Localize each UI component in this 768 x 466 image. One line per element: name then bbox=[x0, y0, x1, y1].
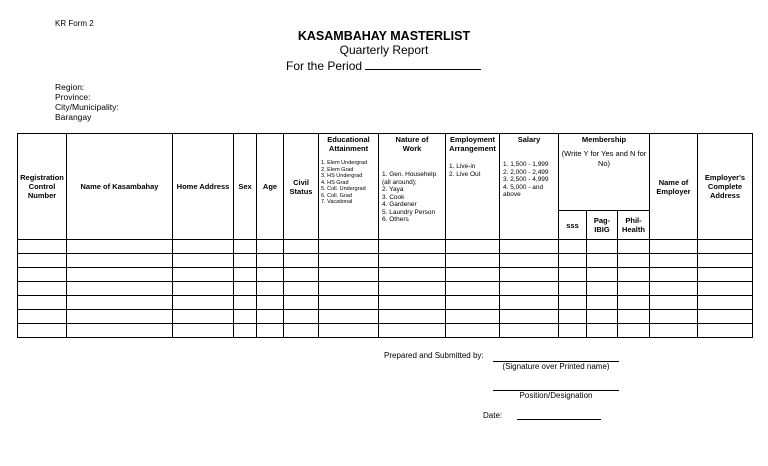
table-cell[interactable] bbox=[446, 254, 500, 268]
table-cell[interactable] bbox=[446, 282, 500, 296]
education-title: Educational Attainment bbox=[327, 135, 370, 153]
table-cell[interactable] bbox=[698, 324, 753, 338]
table-cell[interactable] bbox=[379, 240, 446, 254]
table-cell[interactable] bbox=[587, 268, 618, 282]
table-cell[interactable] bbox=[67, 282, 173, 296]
region-label: Region: bbox=[55, 82, 85, 92]
table-row bbox=[18, 268, 753, 282]
table-cell[interactable] bbox=[446, 240, 500, 254]
province-label: Province: bbox=[55, 92, 91, 102]
table-cell[interactable] bbox=[587, 254, 618, 268]
table-cell[interactable] bbox=[559, 254, 587, 268]
work-options: 1. Gen. Househelp (all around); 2. Yaya 3. Cook 4. Gardener 5. Laundry Person 6. Others bbox=[382, 171, 437, 223]
table-cell[interactable] bbox=[319, 282, 379, 296]
table-cell[interactable] bbox=[18, 268, 67, 282]
header-salary bbox=[500, 134, 559, 240]
table-cell[interactable] bbox=[234, 254, 257, 268]
table-cell[interactable] bbox=[234, 240, 257, 254]
table-cell[interactable] bbox=[67, 310, 173, 324]
membership-sss: sss bbox=[559, 211, 587, 240]
table-cell[interactable] bbox=[257, 268, 284, 282]
table-cell[interactable] bbox=[618, 240, 650, 254]
table-cell[interactable] bbox=[257, 324, 284, 338]
table-cell[interactable] bbox=[284, 282, 319, 296]
header-sex: Sex bbox=[234, 134, 257, 240]
membership-note: (Write Y for Yes and N for No) bbox=[561, 149, 647, 168]
table-cell[interactable] bbox=[379, 282, 446, 296]
table-cell[interactable] bbox=[18, 296, 67, 310]
barangay-label: Barangay bbox=[55, 112, 92, 122]
period-label: For the Period bbox=[286, 59, 363, 73]
table-cell[interactable] bbox=[500, 310, 559, 324]
table-cell[interactable] bbox=[257, 310, 284, 324]
table-cell[interactable] bbox=[698, 254, 753, 268]
table-cell[interactable] bbox=[173, 296, 234, 310]
table-cell[interactable] bbox=[446, 324, 500, 338]
table-cell[interactable] bbox=[618, 254, 650, 268]
table-cell[interactable] bbox=[319, 324, 379, 338]
table-cell[interactable] bbox=[587, 240, 618, 254]
table-cell[interactable] bbox=[284, 254, 319, 268]
table-cell[interactable] bbox=[234, 310, 257, 324]
table-cell[interactable] bbox=[173, 268, 234, 282]
table-cell[interactable] bbox=[257, 240, 284, 254]
table-cell[interactable] bbox=[618, 310, 650, 324]
header-registration: Registration Control Number bbox=[18, 134, 67, 240]
table-cell[interactable] bbox=[67, 254, 173, 268]
table-cell[interactable] bbox=[319, 240, 379, 254]
table-cell[interactable] bbox=[234, 268, 257, 282]
table-cell[interactable] bbox=[650, 240, 698, 254]
header-membership bbox=[559, 134, 650, 211]
table-cell[interactable] bbox=[698, 282, 753, 296]
table-cell[interactable] bbox=[446, 268, 500, 282]
table-cell[interactable] bbox=[618, 282, 650, 296]
table-cell[interactable] bbox=[650, 296, 698, 310]
prepared-by-label: Prepared and Submitted by: bbox=[384, 351, 484, 360]
table-cell[interactable] bbox=[234, 296, 257, 310]
table-row bbox=[18, 254, 753, 268]
table-cell[interactable] bbox=[67, 296, 173, 310]
table-cell[interactable] bbox=[284, 324, 319, 338]
table-cell[interactable] bbox=[698, 268, 753, 282]
page-title: KASAMBAHAY MASTERLIST bbox=[297, 29, 471, 43]
table-cell[interactable] bbox=[650, 324, 698, 338]
table-cell[interactable] bbox=[698, 310, 753, 324]
table-cell[interactable] bbox=[559, 240, 587, 254]
table-cell[interactable] bbox=[67, 324, 173, 338]
table-cell[interactable] bbox=[173, 282, 234, 296]
table-cell[interactable] bbox=[284, 268, 319, 282]
table-cell[interactable] bbox=[559, 268, 587, 282]
table-cell[interactable] bbox=[284, 296, 319, 310]
table-cell[interactable] bbox=[319, 254, 379, 268]
table-cell[interactable] bbox=[257, 282, 284, 296]
table-cell[interactable] bbox=[698, 296, 753, 310]
position-caption: Position/Designation bbox=[519, 391, 593, 400]
table-cell[interactable] bbox=[319, 268, 379, 282]
table-cell[interactable] bbox=[698, 240, 753, 254]
header-education bbox=[319, 134, 379, 240]
table-cell[interactable] bbox=[18, 282, 67, 296]
period-blank-line[interactable] bbox=[365, 58, 481, 70]
table-cell[interactable] bbox=[587, 310, 618, 324]
membership-pagibig: Pag-IBIG bbox=[587, 211, 618, 240]
education-options: 1. Elem Undergrad 2. Elem Grad 3. HS Undergrad 4. HS Grad 5. Coll. Undergrad 6. Coll. Grad 7. Vacational bbox=[321, 160, 368, 205]
table-cell[interactable] bbox=[379, 310, 446, 324]
employment-title: Employment Arrangement bbox=[449, 135, 496, 153]
table-cell[interactable] bbox=[559, 310, 587, 324]
table-cell[interactable] bbox=[173, 324, 234, 338]
table-cell[interactable] bbox=[587, 296, 618, 310]
table-cell[interactable] bbox=[650, 282, 698, 296]
table-cell[interactable] bbox=[500, 282, 559, 296]
table-cell[interactable] bbox=[173, 254, 234, 268]
city-label: City/Municipality: bbox=[55, 102, 119, 112]
table-cell[interactable] bbox=[559, 324, 587, 338]
date-label: Date: bbox=[483, 411, 503, 420]
table-cell[interactable] bbox=[618, 296, 650, 310]
salary-title: Salary bbox=[517, 135, 541, 144]
table-cell[interactable] bbox=[500, 240, 559, 254]
table-row bbox=[18, 296, 753, 310]
table-cell[interactable] bbox=[559, 282, 587, 296]
table-cell[interactable] bbox=[18, 240, 67, 254]
table-cell[interactable] bbox=[446, 296, 500, 310]
table-cell[interactable] bbox=[500, 296, 559, 310]
table-cell[interactable] bbox=[650, 254, 698, 268]
period-field bbox=[286, 58, 481, 73]
table-cell[interactable] bbox=[234, 324, 257, 338]
table-cell[interactable] bbox=[257, 254, 284, 268]
header-civil-status: Civil Status bbox=[284, 134, 319, 240]
table-cell[interactable] bbox=[618, 324, 650, 338]
table-cell[interactable] bbox=[257, 296, 284, 310]
header-name: Name of Kasambahay bbox=[67, 134, 173, 240]
table-cell[interactable] bbox=[379, 254, 446, 268]
table-cell[interactable] bbox=[587, 324, 618, 338]
salary-options: 1. 1,500 - 1,999 2. 2,000 - 2,499 3. 2,500 - 4,999 4. 5,000 - and above bbox=[503, 161, 549, 198]
header-home-address: Home Address bbox=[173, 134, 234, 240]
table-cell[interactable] bbox=[650, 268, 698, 282]
membership-title: Membership bbox=[581, 135, 627, 144]
work-title: Nature of Work bbox=[395, 135, 429, 153]
table-cell[interactable] bbox=[67, 268, 173, 282]
table-cell[interactable] bbox=[18, 310, 67, 324]
table-cell[interactable] bbox=[173, 310, 234, 324]
table-cell[interactable] bbox=[67, 240, 173, 254]
table-cell[interactable] bbox=[173, 240, 234, 254]
table-cell[interactable] bbox=[379, 296, 446, 310]
masterlist-table bbox=[17, 133, 753, 338]
header-employer-name: Name of Employer bbox=[650, 134, 698, 240]
table-cell[interactable] bbox=[379, 268, 446, 282]
table-cell[interactable] bbox=[284, 240, 319, 254]
table-row bbox=[18, 282, 753, 296]
table-row bbox=[18, 310, 753, 324]
date-line[interactable] bbox=[517, 419, 601, 420]
table-cell[interactable] bbox=[587, 282, 618, 296]
form-number: KR Form 2 bbox=[55, 19, 94, 28]
header-nature-of-work bbox=[379, 134, 446, 240]
header-age: Age bbox=[257, 134, 284, 240]
table-cell[interactable] bbox=[500, 324, 559, 338]
table-cell[interactable] bbox=[618, 268, 650, 282]
table-row bbox=[18, 240, 753, 254]
table-cell[interactable] bbox=[284, 310, 319, 324]
header-employer-address: Employer's Complete Address bbox=[698, 134, 753, 240]
table-row bbox=[18, 324, 753, 338]
signature-caption: (Signature over Printed name) bbox=[502, 362, 610, 371]
table-cell[interactable] bbox=[234, 282, 257, 296]
report-subtitle: Quarterly Report bbox=[339, 43, 429, 57]
table-cell[interactable] bbox=[319, 296, 379, 310]
table-cell[interactable] bbox=[319, 310, 379, 324]
table-cell[interactable] bbox=[650, 310, 698, 324]
table-cell[interactable] bbox=[500, 268, 559, 282]
table-cell[interactable] bbox=[559, 296, 587, 310]
table-cell[interactable] bbox=[446, 310, 500, 324]
table-cell[interactable] bbox=[18, 324, 67, 338]
location-fields bbox=[55, 82, 119, 122]
table-cell[interactable] bbox=[500, 254, 559, 268]
employment-options: 1. Live-in 2. Live Out bbox=[449, 163, 481, 178]
membership-philhealth: Phil-Health bbox=[618, 211, 650, 240]
header-employment bbox=[446, 134, 500, 240]
table-cell[interactable] bbox=[18, 254, 67, 268]
table-cell[interactable] bbox=[379, 324, 446, 338]
